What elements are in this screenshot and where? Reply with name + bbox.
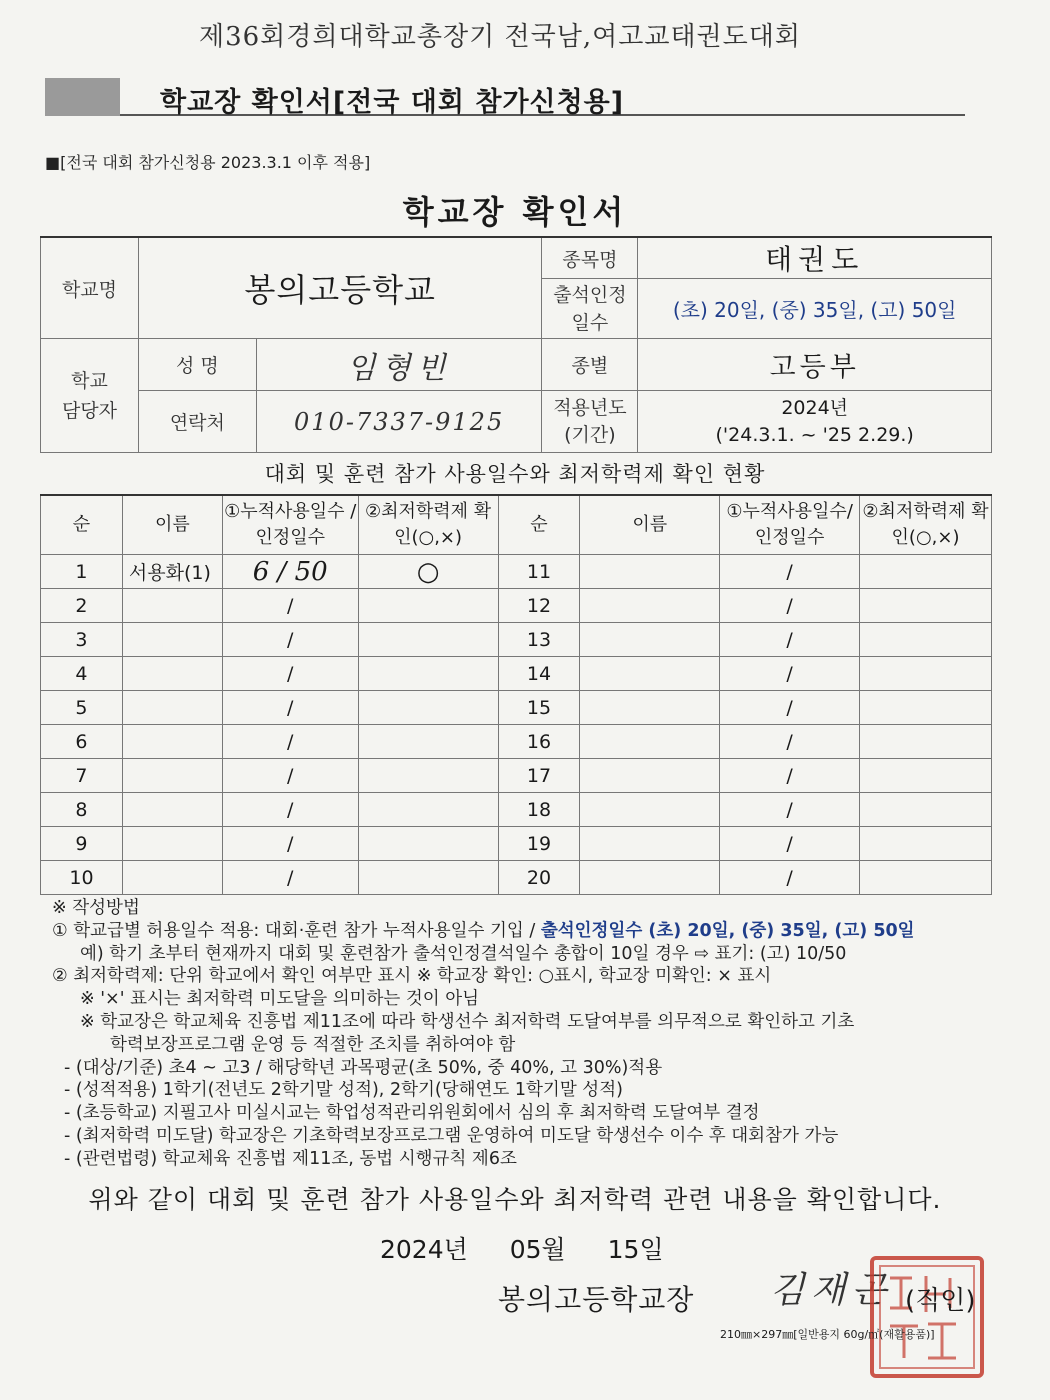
year-period: ('24.3.1. ~ '25 2.29.) [715, 423, 914, 446]
row-name [122, 861, 222, 895]
row-no: 2 [41, 589, 123, 623]
row-days-right: / [720, 691, 860, 725]
attendance-value: (초) 20일, (중) 35일, (고) 50일 [638, 279, 992, 339]
row-no-right: 13 [498, 623, 580, 657]
row-check-right [860, 793, 992, 827]
guide-line-3: ② 최저학력제: 단위 학교에서 확인 여부만 표시 ※ 학교장 확인: ○표시, 학교장 미확인: × 표시 [52, 966, 772, 987]
row-check [358, 623, 498, 657]
row-days-right: / [720, 657, 860, 691]
name-label: 성 명 [138, 339, 256, 391]
event-title: 제36회경희대학교총장기 전국남,여고교태권도대회 [198, 22, 802, 52]
row-check [358, 725, 498, 759]
row-check-right [860, 623, 992, 657]
row-days: / [222, 691, 358, 725]
date-month: 05월 [509, 1235, 566, 1264]
row-no: 3 [41, 623, 123, 657]
guide-line-9: - (초등학교) 지필고사 미실시교는 학업성적관리위원회에서 심의 후 최저학력 도달여부 결정 [64, 1103, 760, 1124]
row-days-right: / [720, 861, 860, 895]
school-label: 학교명 [41, 237, 139, 339]
col-header-name-right: 이름 [580, 495, 720, 555]
table-row [41, 827, 992, 861]
row-days-right: / [720, 725, 860, 759]
row-check-right [860, 589, 992, 623]
table-row [41, 555, 992, 589]
col-header-check-right: ②최저학력제 확인(○,×) [860, 495, 992, 555]
row-days: / [222, 657, 358, 691]
guide-line-4: ※ '×' 표시는 최저학력 미도달을 의미하는 것이 아님 [80, 989, 480, 1010]
guide-line-5: ※ 학교장은 학교체육 진흥법 제11조에 따라 학생선수 최저학력 도달여부를 의무적으로 확인하고 기초 [80, 1011, 855, 1032]
row-check-right [860, 861, 992, 895]
row-days: / [222, 861, 358, 895]
sport-label: 종목명 [542, 237, 638, 279]
row-days-right: / [720, 759, 860, 793]
row-name [122, 691, 222, 725]
row-days: / [222, 759, 358, 793]
row-days: / [222, 589, 358, 623]
division-label: 종별 [542, 339, 638, 391]
row-check [358, 793, 498, 827]
col-header-days: ①누적사용일수 /인정일수 [222, 495, 358, 555]
row-check-right [860, 725, 992, 759]
sport-value: 태권도 [638, 237, 992, 279]
row-no: 4 [41, 657, 123, 691]
document-title: 학교장 확인서 [402, 193, 628, 231]
row-days-right: / [720, 589, 860, 623]
row-name-right [580, 657, 720, 691]
row-check [358, 827, 498, 861]
guide-line-1: ① 학교급별 허용일수 적용: 대회·훈련 참가 누적사용일수 기입 / 출석인정일수 (초) 20일, (중) 35일, (고) 50일 [52, 920, 915, 941]
table-row [41, 793, 992, 827]
col-header-name: 이름 [122, 495, 222, 555]
row-no: 10 [41, 861, 123, 895]
band-title: 학교장 확인서[전국 대회 참가신청용] [160, 87, 625, 118]
date-year: 2024년 [380, 1235, 468, 1264]
participation-rows [41, 555, 992, 895]
participation-table [40, 494, 992, 895]
row-check [358, 589, 498, 623]
row-name [122, 623, 222, 657]
row-no: 6 [41, 725, 123, 759]
row-name: 서용화(1) [122, 555, 222, 589]
col-header-days-right: ①누적사용일수/ 인정일수 [720, 495, 860, 555]
col-header-check: ②최저학력제 확인(○,×) [358, 495, 498, 555]
manager-name-handwritten: 임형빈 [256, 339, 542, 391]
row-no: 7 [41, 759, 123, 793]
col-header-no-right: 순 [498, 495, 580, 555]
row-days: / [222, 623, 358, 657]
row-days-right: / [720, 793, 860, 827]
row-no-right: 20 [498, 861, 580, 895]
contact-label: 연락처 [138, 391, 256, 453]
seal-mark-text: (직인) [905, 1286, 976, 1316]
table-row [41, 691, 992, 725]
official-seal-icon [866, 1252, 988, 1382]
row-name [122, 759, 222, 793]
table-row [41, 725, 992, 759]
attendance-label: 출석인정 일수 [542, 279, 638, 339]
status-title: 대회 및 훈련 참가 사용일수와 최저학력제 확인 현황 [264, 462, 766, 486]
title-band-shade [45, 78, 120, 116]
guide-line-10: - (최저학력 미도달) 학교장은 기초학력보장프로그램 운영하여 미도달 학생선수 이수 후 대회참가 가능 [64, 1125, 839, 1146]
row-name-right [580, 827, 720, 861]
row-check-right [860, 555, 992, 589]
guide-line-6: 학력보장프로그램 운영 등 적절한 조치를 취하여야 함 [110, 1034, 516, 1055]
row-days-right: / [720, 827, 860, 861]
row-days-right: / [720, 555, 860, 589]
row-no-right: 12 [498, 589, 580, 623]
contact-handwritten: 010-7337-9125 [256, 391, 542, 453]
row-check [358, 657, 498, 691]
row-no: 9 [41, 827, 123, 861]
row-check-right [860, 657, 992, 691]
row-name [122, 657, 222, 691]
principal-signature: 김재곤 [770, 1270, 893, 1311]
table-row [41, 623, 992, 657]
division-value: 고등부 [638, 339, 992, 391]
guide-heading: ※ 작성방법 [52, 898, 140, 918]
guide-attendance-days: 출석인정일수 (초) 20일, (중) 35일, (고) 50일 [540, 920, 915, 941]
col-header-no: 순 [41, 495, 123, 555]
row-check-right [860, 827, 992, 861]
row-no-right: 17 [498, 759, 580, 793]
row-name-right [580, 691, 720, 725]
row-days-right: / [720, 623, 860, 657]
row-days: / [222, 793, 358, 827]
row-check-right [860, 691, 992, 725]
table-row [41, 759, 992, 793]
table-row [41, 861, 992, 895]
row-check [358, 861, 498, 895]
row-no: 1 [41, 555, 123, 589]
year-value: 2024년 [781, 396, 849, 419]
row-name-right [580, 589, 720, 623]
issue-date [380, 1230, 664, 1266]
row-days: / [222, 827, 358, 861]
row-no-right: 19 [498, 827, 580, 861]
notice-text: ■[전국 대회 참가신청용 2023.3.1 이후 적용] [45, 153, 371, 172]
row-check [358, 759, 498, 793]
row-name [122, 589, 222, 623]
principal-title: 봉의고등학교장 [498, 1283, 695, 1316]
school-info-table [40, 236, 992, 453]
row-no-right: 16 [498, 725, 580, 759]
paper-spec: 210㎜×297㎜[일반용지 60g/㎡(재활용품)] [720, 1328, 935, 1341]
row-name-right [580, 861, 720, 895]
row-name-right [580, 555, 720, 589]
manager-label: 학교 담당자 [41, 339, 139, 453]
row-check-right [860, 759, 992, 793]
guide-line-7: - (대상/기준) 초4 ~ 고3 / 해당학년 과목평균(초 50%, 중 40%, 고 30%)적용 [64, 1057, 663, 1078]
row-name-right [580, 623, 720, 657]
writing-guide [52, 897, 1002, 1171]
guide-line-2: 예) 학기 초부터 현재까지 대회 및 훈련참가 출석인정결석일수 총합이 10일 경우 ⇨ 표기: (고) 10/50 [80, 943, 847, 964]
guide-line-11: - (관련법령) 학교체육 진흥법 제11조, 동법 시행규칙 제6조 [64, 1148, 517, 1169]
school-name: 봉의고등학교 [138, 237, 542, 339]
row-no: 5 [41, 691, 123, 725]
row-check [358, 691, 498, 725]
confirmation-statement: 위와 같이 대회 및 훈련 참가 사용일수와 최저학력 관련 내용을 확인합니다. [88, 1185, 942, 1214]
row-check: ○ [358, 555, 498, 589]
row-no: 8 [41, 793, 123, 827]
row-name-right [580, 759, 720, 793]
year-label: 적용년도 (기간) [542, 391, 638, 453]
date-day: 15일 [607, 1235, 664, 1264]
row-name [122, 827, 222, 861]
row-days: 6 / 50 [222, 555, 358, 589]
table-row [41, 589, 992, 623]
row-days: / [222, 725, 358, 759]
row-no-right: 15 [498, 691, 580, 725]
row-name [122, 793, 222, 827]
row-name [122, 725, 222, 759]
row-no-right: 18 [498, 793, 580, 827]
table-row [41, 657, 992, 691]
guide-line-8: - (성적적용) 1학기(전년도 2학기말 성적), 2학기(당해연도 1학기말 성적) [64, 1080, 623, 1101]
row-no-right: 14 [498, 657, 580, 691]
row-name-right [580, 793, 720, 827]
row-name-right [580, 725, 720, 759]
row-no-right: 11 [498, 555, 580, 589]
